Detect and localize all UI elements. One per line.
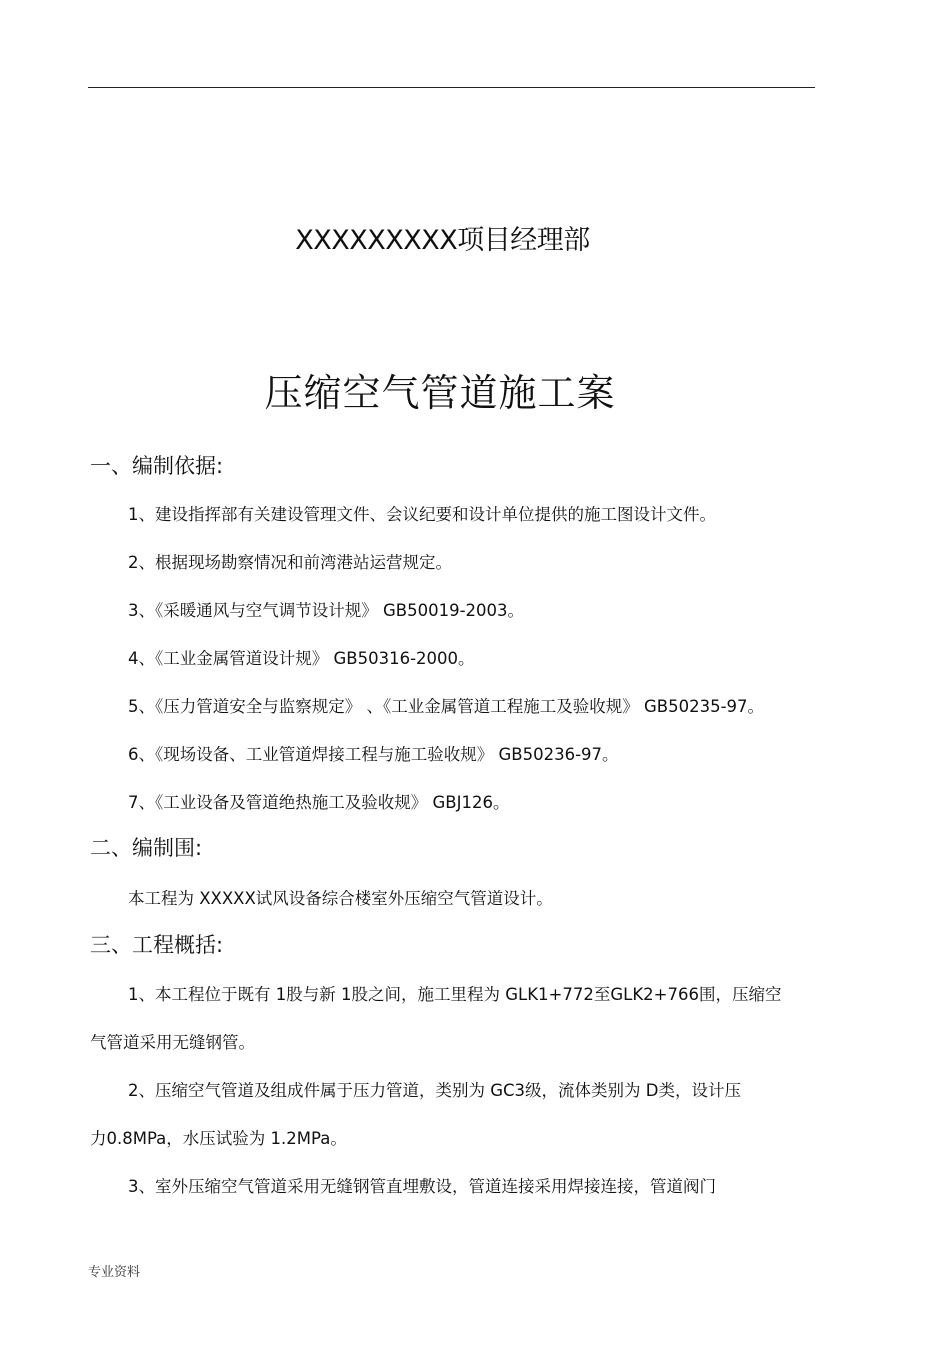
basis-item-2: 2、根据现场勘察情况和前湾港站运营规定。 (128, 553, 452, 572)
overview-para-2-line-2: 力0.8MPa，水压试验为 1.2MPa。 (90, 1129, 347, 1148)
basis-item-4: 4、《工业金属管道设计规》 GB50316-2000。 (128, 649, 475, 668)
scope-text: 本工程为 XXXXX试风设备综合楼室外压缩空气管道设计。 (128, 889, 553, 908)
basis-item-7: 7、《工业设备及管道绝热施工及验收规》 GBJ126。 (128, 793, 510, 812)
basis-item-3: 3、《采暖通风与空气调节设计规》 GB50019-2003。 (128, 601, 525, 620)
organization-name: XXXXXXXXX项目经理部 (295, 225, 590, 256)
overview-para-1-line-2: 气管道采用无缝钢管。 (90, 1033, 255, 1052)
basis-item-5: 5、《压力管道安全与监察规定》 、《工业金属管道工程施工及验收规》 GB50235-97。 (128, 697, 765, 716)
document-title: 压缩空气管道施工案 (264, 371, 616, 415)
overview-para-3-line-1: 3、室外压缩空气管道采用无缝钢管直埋敷设，管道连接采用焊接连接，管道阀门 (128, 1177, 716, 1196)
basis-item-1: 1、建设指挥部有关建设管理文件、会议纪要和设计单位提供的施工图设计文件。 (128, 505, 716, 524)
overview-para-1-line-1: 1、本工程位于既有 1股与新 1股之间，施工里程为 GLK1+772至GLK2+766围，压缩空 (128, 985, 782, 1004)
footer-label: 专业资料 (88, 1265, 141, 1280)
header-rule (88, 87, 815, 88)
overview-para-2-line-1: 2、压缩空气管道及组成件属于压力管道，类别为 GC3级，流体类别为 D类，设计压 (128, 1081, 741, 1100)
section-heading-basis: 一、编制依据: (90, 454, 224, 478)
section-heading-scope: 二、编制围: (90, 836, 203, 860)
section-heading-overview: 三、工程概括: (90, 933, 224, 957)
basis-item-6: 6、《现场设备、工业管道焊接工程与施工验收规》 GB50236-97。 (128, 745, 619, 764)
